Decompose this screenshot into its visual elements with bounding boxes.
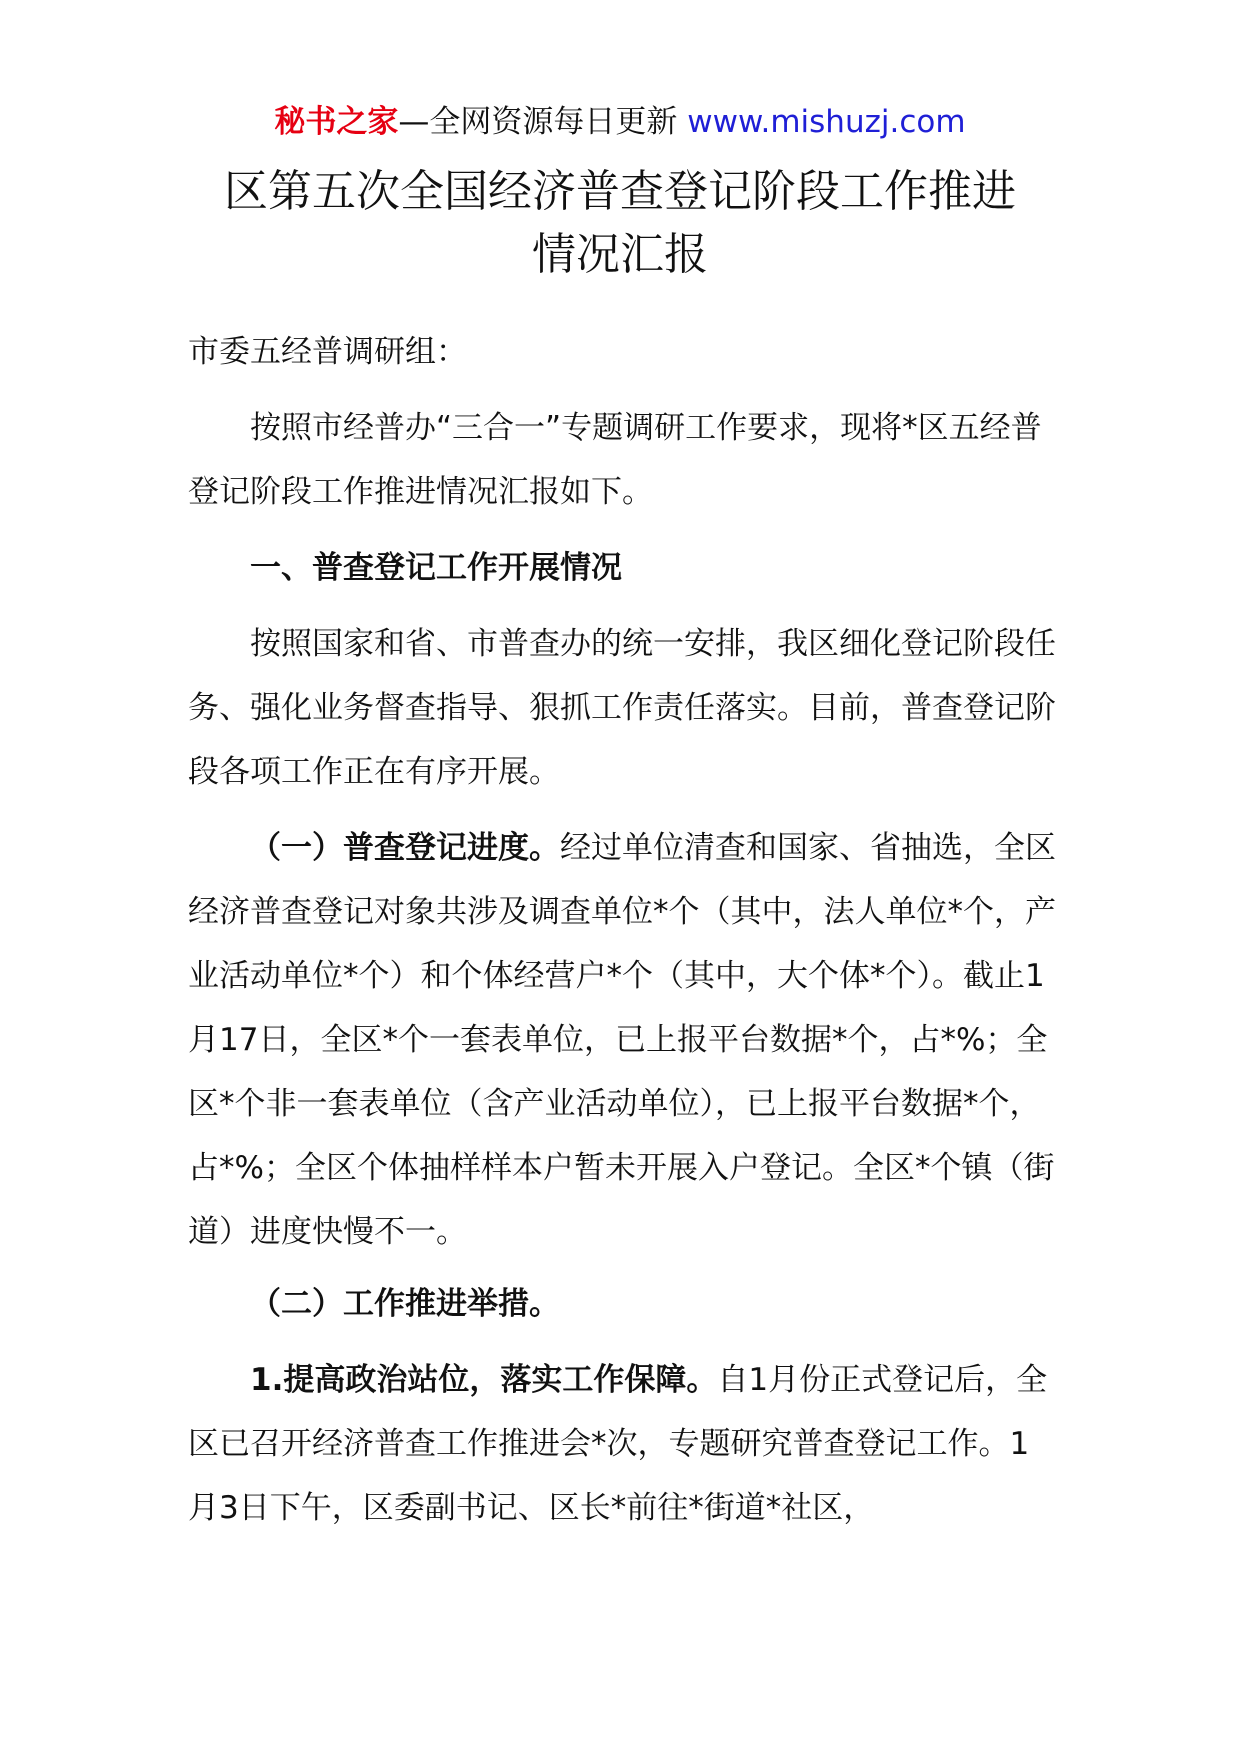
- measure-1-text: 自1月份正式登记后，全区已召开经济普查工作推进会*次，专题研究普查登记工作。1月3日下午，区委副书记、区长*前往*街道*社区，: [188, 1362, 1048, 1526]
- salutation: 市委五经普调研组：: [188, 334, 467, 370]
- section-1-overview-paragraph: 按照国家和省、市普查办的统一安排，我区细化登记阶段任务、强化业务督查指导、狠抓工作责任落实。目前，普查登记阶段各项工作正在有序开展。: [188, 626, 1056, 790]
- site-brand: 秘书之家: [274, 104, 399, 140]
- measure-1-heading: 1.提高政治站位，落实工作保障。: [250, 1362, 718, 1398]
- section-1-heading: 一、普查登记工作开展情况: [250, 550, 622, 586]
- site-tagline: —全网资源每日更新: [398, 104, 678, 140]
- document-title: [180, 160, 1060, 286]
- measure-1-paragraph: [188, 1348, 1058, 1540]
- registration-progress-heading: （一）普查登记进度。: [250, 830, 560, 866]
- work-measures-heading: （二）工作推进举措。: [250, 1286, 560, 1322]
- site-url-link[interactable]: www.mishuzj.com: [677, 104, 966, 140]
- registration-progress-text: 经过单位清查和国家、省抽选，全区经济普查登记对象共涉及调查单位*个（其中，法人单位*个，产业活动单位*个）和个体经营户*个（其中，大个体*个）。截止1月17日，全区*个一套表单位，已上报平台数据*个，占*%；全区*个非一套表单位（含产业活动单位），已上报平台数据*个，占*%；全区个体抽样样本户暂未开展入户登记。全区*个镇（街道）进度快慢不一。: [188, 830, 1056, 1250]
- document-title-line-1: 区第五次全国经济普查登记阶段工作推进: [224, 166, 1016, 217]
- site-header: [0, 100, 1240, 144]
- document-title-line-2: 情况汇报: [532, 229, 708, 280]
- registration-progress-paragraph: [188, 816, 1058, 1264]
- intro-paragraph: 按照市经普办“三合一”专题调研工作要求，现将*区五经普登记阶段工作推进情况汇报如下。: [188, 410, 1042, 510]
